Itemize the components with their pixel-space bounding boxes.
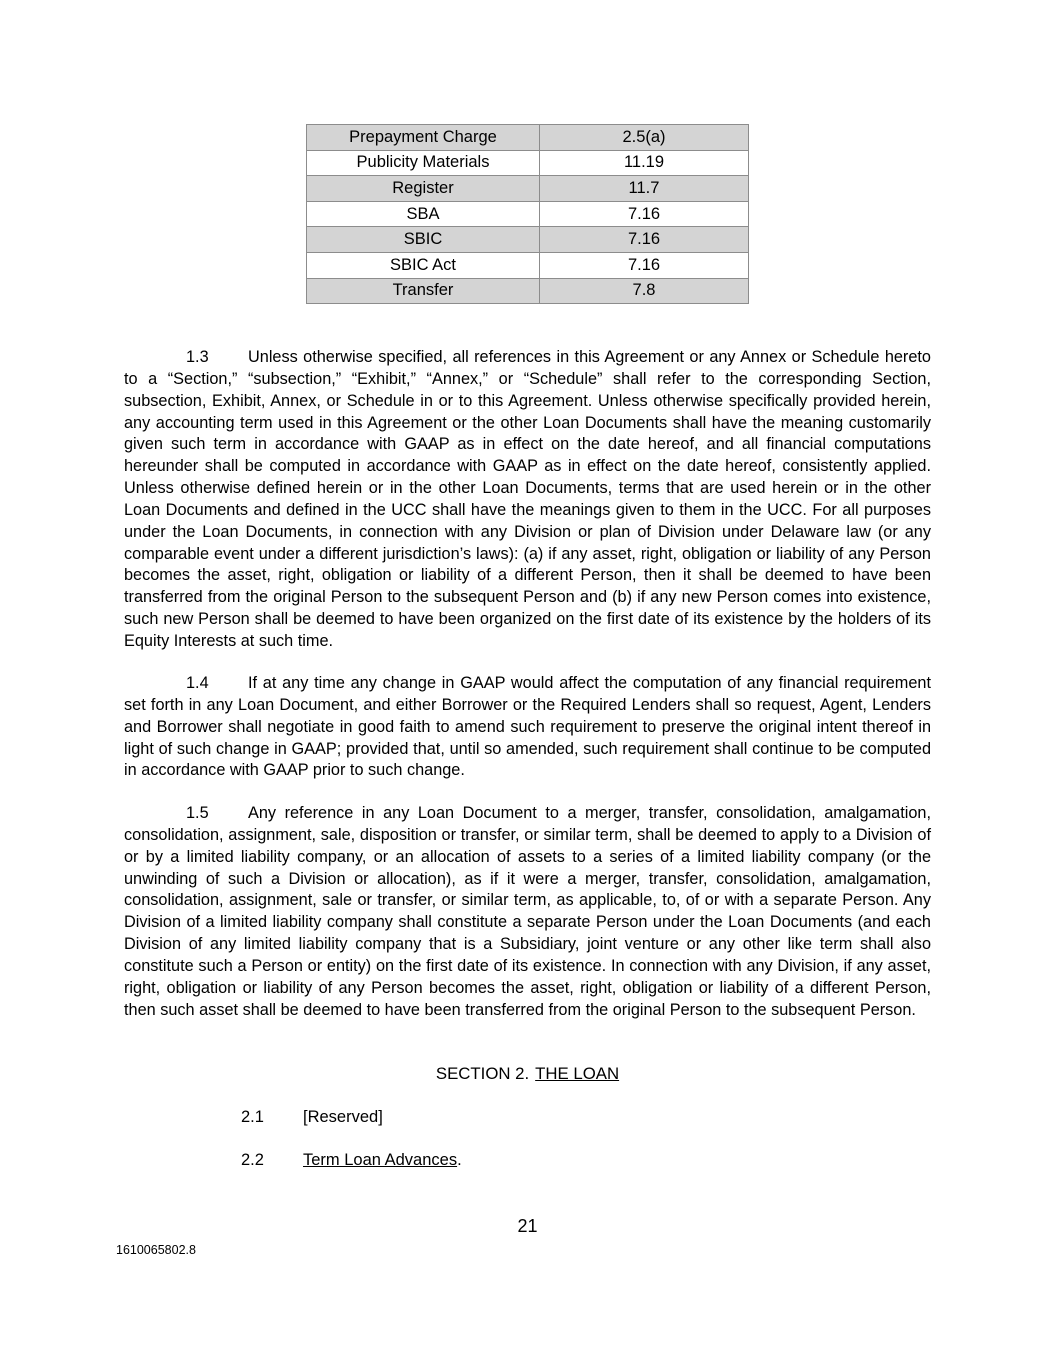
- term-cell: Transfer: [307, 278, 540, 304]
- table-row: [307, 252, 749, 278]
- paragraph-text: Any reference in any Loan Document to a merger, transfer, consolidation, amalgamation, consolidation, assignment, sale, disposition or transfer, or similar term, shall be deemed to apply to a Division of or by a limited liability company, or an allocation of assets to a series of a limited liability company (or the unwinding of such a Division or allocation), as if it were a merger, transfer, consolidation, amalgamation, consolidation, assignment, sale or transfer, or similar term, as applicable, to, of or with a separate Person. Any Division of a limited liability company shall constitute a separate Person under the Loan Documents (and each Division of any limited liability company that is a Subsidiary, joint venture or any other like term shall also constitute such a Person or entity) on the first date of its existence. In connection with any Division, if any asset, right, obligation or liability of any Person becomes the asset, right, obligation or liability of a different Person, then such asset shall be deemed to have been transferred from the original Person to the subsequent Person.: [124, 804, 931, 1019]
- subsection-text: [Reserved]: [303, 1108, 383, 1126]
- paragraph-1-5: [124, 803, 931, 1021]
- paragraph-text: If at any time any change in GAAP would affect the computation of any financial requirement set forth in any Loan Document, and either Borrower or the Required Lenders shall so request, Agent, Lenders and Borrower shall negotiate in good faith to amend such requirement to preserve the original intent thereof in light of such change in GAAP; provided that, until so amended, such requirement shall continue to be computed in accordance with GAAP prior to such change.: [124, 674, 931, 780]
- term-cell: Publicity Materials: [307, 150, 540, 176]
- table-row: [307, 150, 749, 176]
- section-cell: 7.16: [540, 252, 749, 278]
- section-cell: 7.16: [540, 201, 749, 227]
- section-cell: 11.19: [540, 150, 749, 176]
- section-heading: [0, 1063, 1055, 1085]
- term-cell: SBA: [307, 201, 540, 227]
- subsection-suffix: .: [457, 1151, 462, 1169]
- subsection-number: 2.1: [241, 1108, 264, 1126]
- section-cell: 7.8: [540, 278, 749, 304]
- table-row: [307, 176, 749, 202]
- section-title: THE LOAN: [535, 1064, 620, 1083]
- document-id: 1610065802.8: [116, 1243, 196, 1257]
- section-cell: 2.5(a): [540, 125, 749, 151]
- paragraph-1-4: [124, 673, 931, 782]
- defined-terms-table: [306, 124, 749, 304]
- paragraph-number: 1.4: [186, 674, 209, 692]
- section-cell: 7.16: [540, 227, 749, 253]
- paragraph-1-3: [124, 347, 931, 653]
- term-cell: SBIC Act: [307, 252, 540, 278]
- term-cell: Prepayment Charge: [307, 125, 540, 151]
- paragraph-number: 1.3: [186, 348, 209, 366]
- page-number: 21: [517, 1216, 538, 1236]
- table-row: [307, 278, 749, 304]
- paragraph-text: Unless otherwise specified, all references in this Agreement or any Annex or Schedule hereto to a “Section,” “subsection,” “Exhibit,” “Annex,” or “Schedule” shall refer to the corresponding Section, subsection, Exhibit, Annex, or Schedule in or to this Agreement. Unless otherwise specifically provided herein, any accounting term used in this Agreement or the other Loan Documents shall have the meaning customarily given such term in accordance with GAAP as in effect on the date hereof, and all financial computations hereunder shall be computed in accordance with GAAP as in effect on the date hereof, consistently applied. Unless otherwise defined herein or in the other Loan Documents, terms that are used herein or in the other Loan Documents and defined in the UCC shall have the meanings given to them in the UCC. For all purposes under the Loan Documents, in connection with any Division or plan of Division under Delaware law (or any comparable event under a different jurisdiction’s laws): (a) if any asset, right, obligation or liability of any Person becomes the asset, right, obligation or liability of a different Person, then it shall be deemed to have been transferred from the original Person to the subsequent Person and (b) if any new Person comes into existence, such new Person shall be deemed to have been organized on the first date of its existence by the holders of its Equity Interests at such time.: [124, 348, 931, 650]
- subsection-2-1: [241, 1106, 383, 1128]
- section-cell: 11.7: [540, 176, 749, 202]
- subsection-text: Term Loan Advances: [303, 1151, 458, 1169]
- subsection-2-2: [241, 1149, 462, 1171]
- paragraph-number: 1.5: [186, 804, 209, 822]
- table-row: [307, 227, 749, 253]
- subsection-number: 2.2: [241, 1151, 264, 1169]
- term-cell: Register: [307, 176, 540, 202]
- table-row: [307, 125, 749, 151]
- section-label: SECTION 2.: [435, 1064, 530, 1083]
- table-row: [307, 201, 749, 227]
- term-cell: SBIC: [307, 227, 540, 253]
